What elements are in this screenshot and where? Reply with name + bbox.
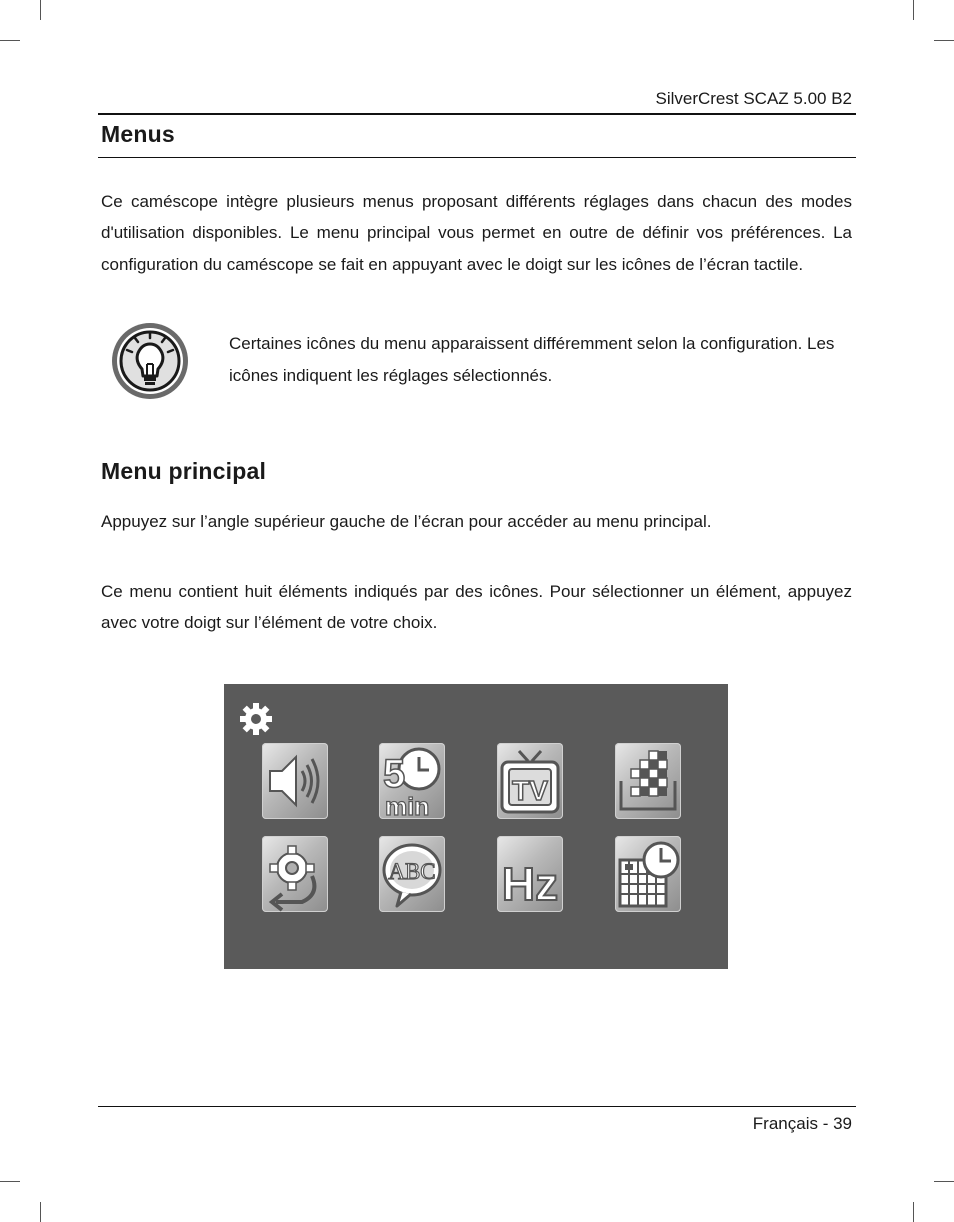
header-product: SilverCrest SCAZ 5.00 B2: [655, 89, 852, 108]
crop-mark: [40, 0, 41, 20]
menu-item-sound[interactable]: [262, 743, 328, 819]
format-memory-icon: [615, 743, 681, 819]
menu-item-format[interactable]: [615, 743, 681, 819]
section-rule: [98, 157, 856, 158]
camcorder-menu-screen: [224, 684, 728, 969]
crop-mark: [934, 40, 954, 41]
crop-mark: [0, 1181, 20, 1182]
header-rule: [98, 113, 856, 115]
crop-mark: [40, 1202, 41, 1222]
lightbulb-icon: [109, 320, 193, 404]
menu-item-tv-out[interactable]: [497, 743, 563, 819]
date-time-icon: [615, 836, 681, 912]
crop-mark: [913, 0, 914, 20]
crop-mark: [0, 40, 20, 41]
crop-mark: [913, 1202, 914, 1222]
menu-item-date-time[interactable]: [615, 836, 681, 912]
speaker-icon: [262, 743, 328, 819]
frequency-label: Hz: [501, 858, 559, 910]
section-title-main-menu: Menu principal: [101, 458, 267, 484]
timer-unit-label: min: [385, 793, 430, 819]
footer-rule: [98, 1106, 856, 1107]
gear-icon[interactable]: [238, 701, 274, 737]
main-menu-paragraph-1: Appuyez sur l’angle supérieur gauche de l’écran pour accéder au menu principal.: [101, 512, 712, 531]
crop-mark: [934, 1181, 954, 1182]
tv-label: TV: [512, 775, 548, 806]
timer-number-label: 5: [383, 752, 406, 796]
section-title-menus: Menus: [101, 121, 175, 147]
menu-item-auto-off[interactable]: [379, 743, 445, 819]
menu-item-reset[interactable]: [262, 836, 328, 912]
frequency-icon: [497, 836, 563, 912]
menu-item-language[interactable]: [379, 836, 445, 912]
page-number: Français - 39: [752, 1114, 852, 1133]
tip-text: Certaines icônes du menu apparaissent différemment selon la configuration. Les icônes indiquent les réglages sélectionnés.: [229, 334, 835, 385]
tv-out-icon: [497, 743, 563, 819]
menu-item-frequency[interactable]: [497, 836, 563, 912]
reset-defaults-icon: [262, 836, 328, 912]
menus-paragraph: Ce caméscope intègre plusieurs menus proposant différents réglages dans chacun des modes d'utilisation disponibles. Le menu principal vous permet en outre de définir vos préférences. La configuration du caméscope se fait en appuyant avec le doigt sur les icônes de l’écran tactile.: [101, 192, 852, 274]
auto-off-timer-icon: [379, 743, 445, 819]
language-label: ABC: [388, 859, 436, 884]
language-icon: [379, 836, 445, 912]
main-menu-paragraph-2: Ce menu contient huit éléments indiqués par des icônes. Pour sélectionner un élément, appuyez avec votre doigt sur l’élément de votre choix.: [101, 582, 852, 633]
